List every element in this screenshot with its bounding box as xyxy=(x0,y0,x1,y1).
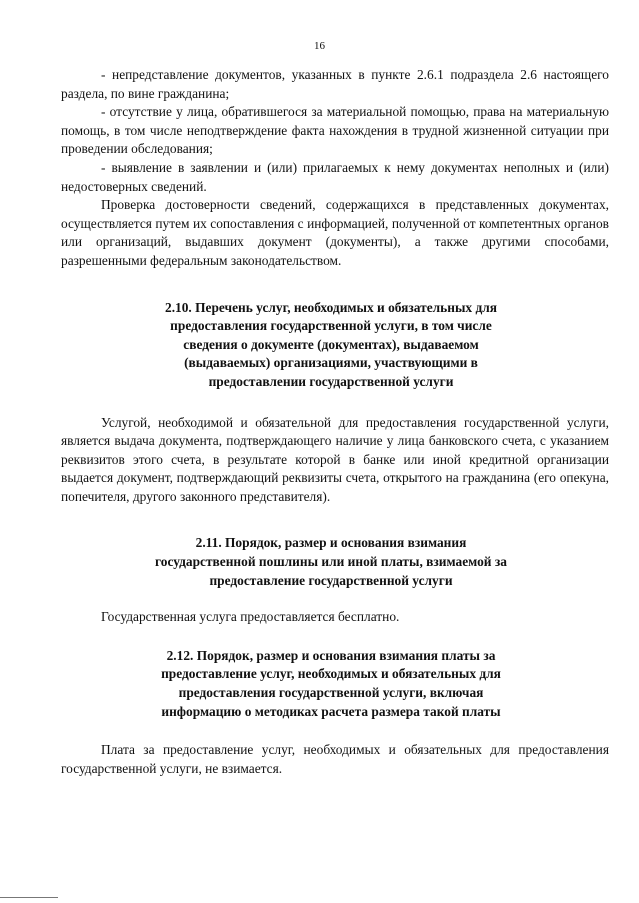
heading-2-12: 2.12. Порядок, размер и основания взимания платы за предоставление услуг, необходимых и обязательных для предоставления государственной услуги, включая информацию о методиках расчета размера такой платы xyxy=(161,647,501,719)
page-number: 16 xyxy=(314,40,325,52)
paragraph-no-fee: Плата за предоставление услуг, необходимых и обязательных для предоставления государственной услуги, не взимается. xyxy=(61,742,609,776)
paragraph-bank-account: Услугой, необходимой и обязательной для предоставления государственной услуги, является выдача документа, подтверждающего наличие у лица банковского счета, с указанием реквизитов этого счета, в результате которой в банке или иной кредитной организации выдается документ, подтверждающий реквизиты счета, открытого на гражданина (его опекуна, попечителя, другого законного представителя). xyxy=(61,414,609,504)
paragraph-verification: Проверка достоверности сведений, содержащихся в представленных документах, осуществляется путем их сопоставления с информацией, полученной от компетентных органов или организаций, выдавших документ (документы), а также другими способами, разрешенными федеральным законодательством. xyxy=(61,197,609,268)
paragraph-free-service: Государственная услуга предоставляется бесплатно. xyxy=(101,609,400,625)
footer-rule xyxy=(0,897,58,898)
paragraph-non-submission: - непредставление документов, указанных в пункте 2.6.1 подраздела 2.6 настоящего раздела, по вине гражданина; xyxy=(61,67,609,101)
paragraph-no-right: - отсутствие у лица, обратившегося за материальной помощью, права на материальную помощь, в том числе неподтверждение факта нахождения в трудной жизненной ситуации при проведении обследования; xyxy=(61,104,609,157)
heading-2-11: 2.11. Порядок, размер и основания взимания государственной пошлины или иной платы, взимаемой за предоставление государственной услуги xyxy=(155,535,507,588)
document-body xyxy=(61,66,609,778)
paragraph-incomplete-data: - выявление в заявлении и (или) прилагаемых к нему документах неполных и (или) недостоверных сведений. xyxy=(61,159,609,194)
heading-2-10: 2.10. Перечень услуг, необходимых и обязательных для предоставления государственной услуги, в том числе сведения о документе (документах), выдаваемом (выдаваемых) организациями, участвующими в предоставлении государственной услуги xyxy=(165,299,497,389)
